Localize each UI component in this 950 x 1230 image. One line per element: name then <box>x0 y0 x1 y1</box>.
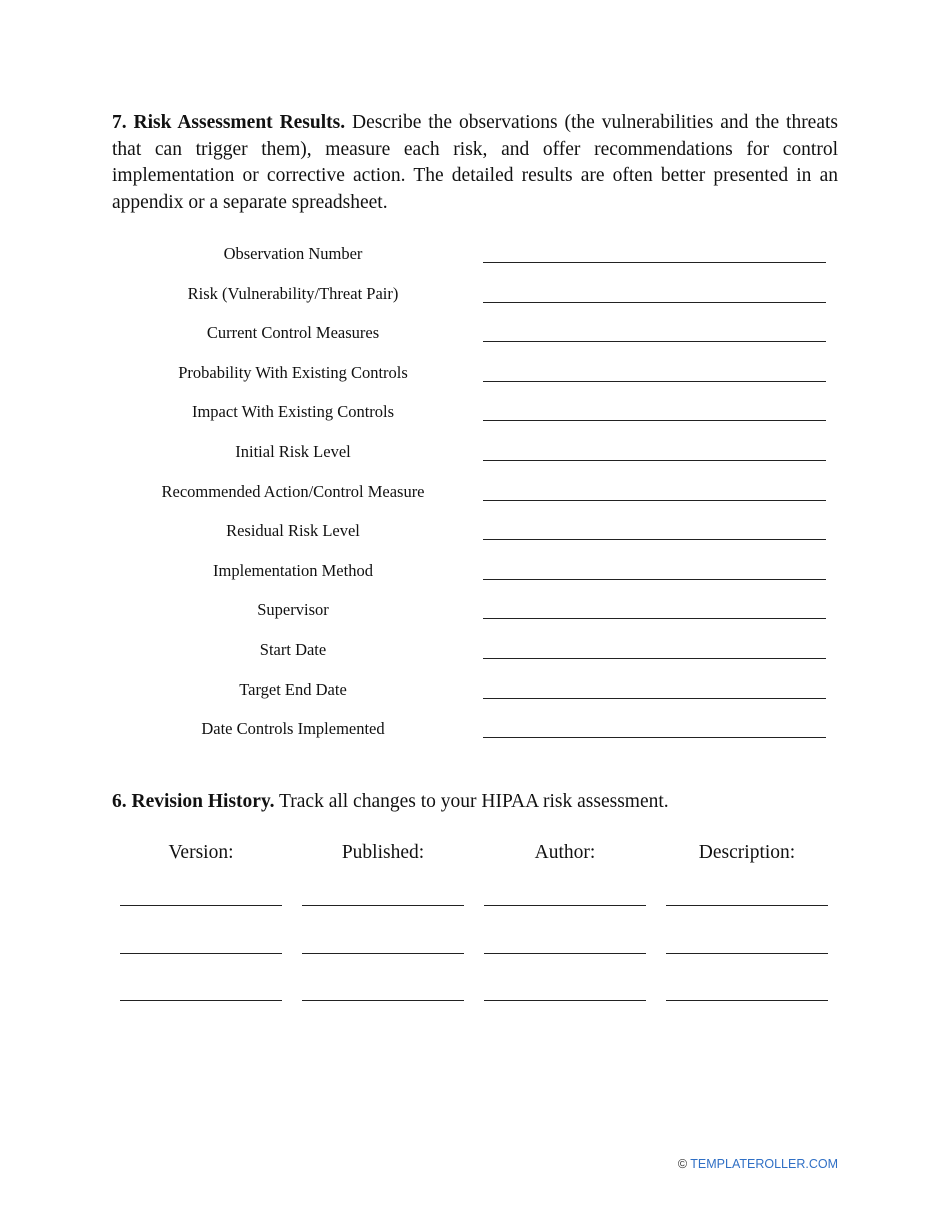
field-label: Start Date <box>259 640 327 659</box>
field-row <box>0 243 950 283</box>
revision-history-paragraph <box>112 789 838 815</box>
revision-entry-line[interactable] <box>120 905 282 906</box>
field-row <box>0 679 950 719</box>
revision-history-heading: 6. Revision History. <box>112 791 275 812</box>
field-label: Current Control Measures <box>206 323 380 343</box>
risk-assessment-results-paragraph <box>112 110 838 216</box>
footer-credit <box>678 1156 838 1172</box>
field-label: Date Controls Implemented <box>201 719 385 739</box>
revision-entry-line[interactable] <box>120 1000 282 1001</box>
field-label: Recommended Action/Control Measure <box>161 481 425 501</box>
field-row <box>0 401 950 441</box>
field-input-line[interactable] <box>483 420 826 421</box>
field-input-line[interactable] <box>483 618 826 619</box>
templateroller-link[interactable]: TEMPLATEROLLER.COM <box>690 1157 838 1171</box>
field-row <box>0 441 950 481</box>
revision-column-header: Version: <box>168 842 234 863</box>
field-row <box>0 639 950 679</box>
revision-entry-line[interactable] <box>666 905 828 906</box>
revision-entry-line[interactable] <box>302 1000 464 1001</box>
field-input-line[interactable] <box>483 698 826 699</box>
risk-assessment-results-heading: 7. Risk Assessment Results. <box>112 112 346 133</box>
field-label: Target End Date <box>239 679 347 699</box>
revision-entry-line[interactable] <box>120 953 282 954</box>
field-input-line[interactable] <box>483 737 826 738</box>
revision-entry-line[interactable] <box>302 953 464 954</box>
field-input-line[interactable] <box>483 539 826 540</box>
field-label: Observation Number <box>223 244 363 263</box>
field-input-line[interactable] <box>483 658 826 659</box>
field-label: Initial Risk Level <box>235 442 351 461</box>
revision-entry-line[interactable] <box>666 953 828 954</box>
field-row <box>0 362 950 402</box>
field-input-line[interactable] <box>483 500 826 501</box>
revision-column-header: Published: <box>341 842 425 863</box>
revision-column-header: Author: <box>534 842 596 863</box>
revision-entry-line[interactable] <box>666 1000 828 1001</box>
field-row <box>0 520 950 560</box>
field-input-line[interactable] <box>483 341 826 342</box>
revision-entry-line[interactable] <box>302 905 464 906</box>
field-label: Probability With Existing Controls <box>178 362 408 382</box>
revision-entry-line[interactable] <box>484 905 646 906</box>
risk-assessment-results-body: Describe the observations (the vulnerabilities and the threats that can trigger them), measure each risk, and offer recommendations for control implementation or corrective action. The detailed results are often better presented in an appendix or a separate spreadsheet. <box>112 112 839 213</box>
field-row <box>0 560 950 600</box>
revision-entry-line[interactable] <box>484 953 646 954</box>
field-label: Risk (Vulnerability/Threat Pair) <box>187 283 399 303</box>
field-label: Impact With Existing Controls <box>191 402 395 422</box>
revision-entry-line[interactable] <box>484 1000 646 1001</box>
revision-column-header: Description: <box>698 842 796 863</box>
field-input-line[interactable] <box>483 262 826 263</box>
field-row <box>0 322 950 362</box>
field-input-line[interactable] <box>483 579 826 580</box>
copyright-symbol: © <box>677 1157 691 1171</box>
field-row <box>0 718 950 758</box>
field-input-line[interactable] <box>483 302 826 303</box>
field-row <box>0 283 950 323</box>
field-label: Implementation Method <box>213 560 373 580</box>
field-row <box>0 481 950 521</box>
field-label: Supervisor <box>257 600 329 620</box>
field-label: Residual Risk Level <box>226 521 360 541</box>
field-input-line[interactable] <box>483 460 826 461</box>
field-row <box>0 599 950 639</box>
field-input-line[interactable] <box>483 381 826 382</box>
revision-history-body: Track all changes to your HIPAA risk assessment. <box>274 791 669 812</box>
